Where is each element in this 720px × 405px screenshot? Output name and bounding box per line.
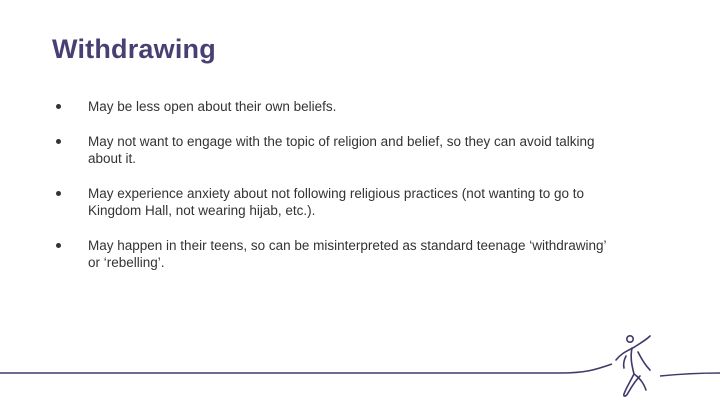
bullet-text: May be less open about their own beliefs. — [88, 99, 337, 114]
bullet-dot-icon — [56, 191, 61, 196]
slide-title: Withdrawing — [52, 34, 216, 64]
bullet-dot-icon — [56, 243, 61, 248]
bullet-item — [56, 237, 616, 272]
bullet-item — [56, 133, 616, 168]
bullet-list — [56, 98, 616, 289]
bullet-text: May not want to engage with the topic of religion and belief, so they can avoid talking about it. — [88, 133, 595, 166]
bullet-dot-icon — [56, 139, 61, 144]
bullet-item — [56, 185, 616, 220]
bullet-text: May happen in their teens, so can be misinterpreted as standard teenage ‘withdrawing’ or ‘rebelling’. — [88, 237, 607, 270]
bullet-item — [56, 98, 616, 116]
bullet-text: May experience anxiety about not following religious practices (not wanting to go to Kingdom Hall, not wearing hijab, etc.). — [88, 185, 585, 218]
bullet-dot-icon — [56, 104, 61, 109]
figure-logo-icon — [610, 330, 670, 402]
